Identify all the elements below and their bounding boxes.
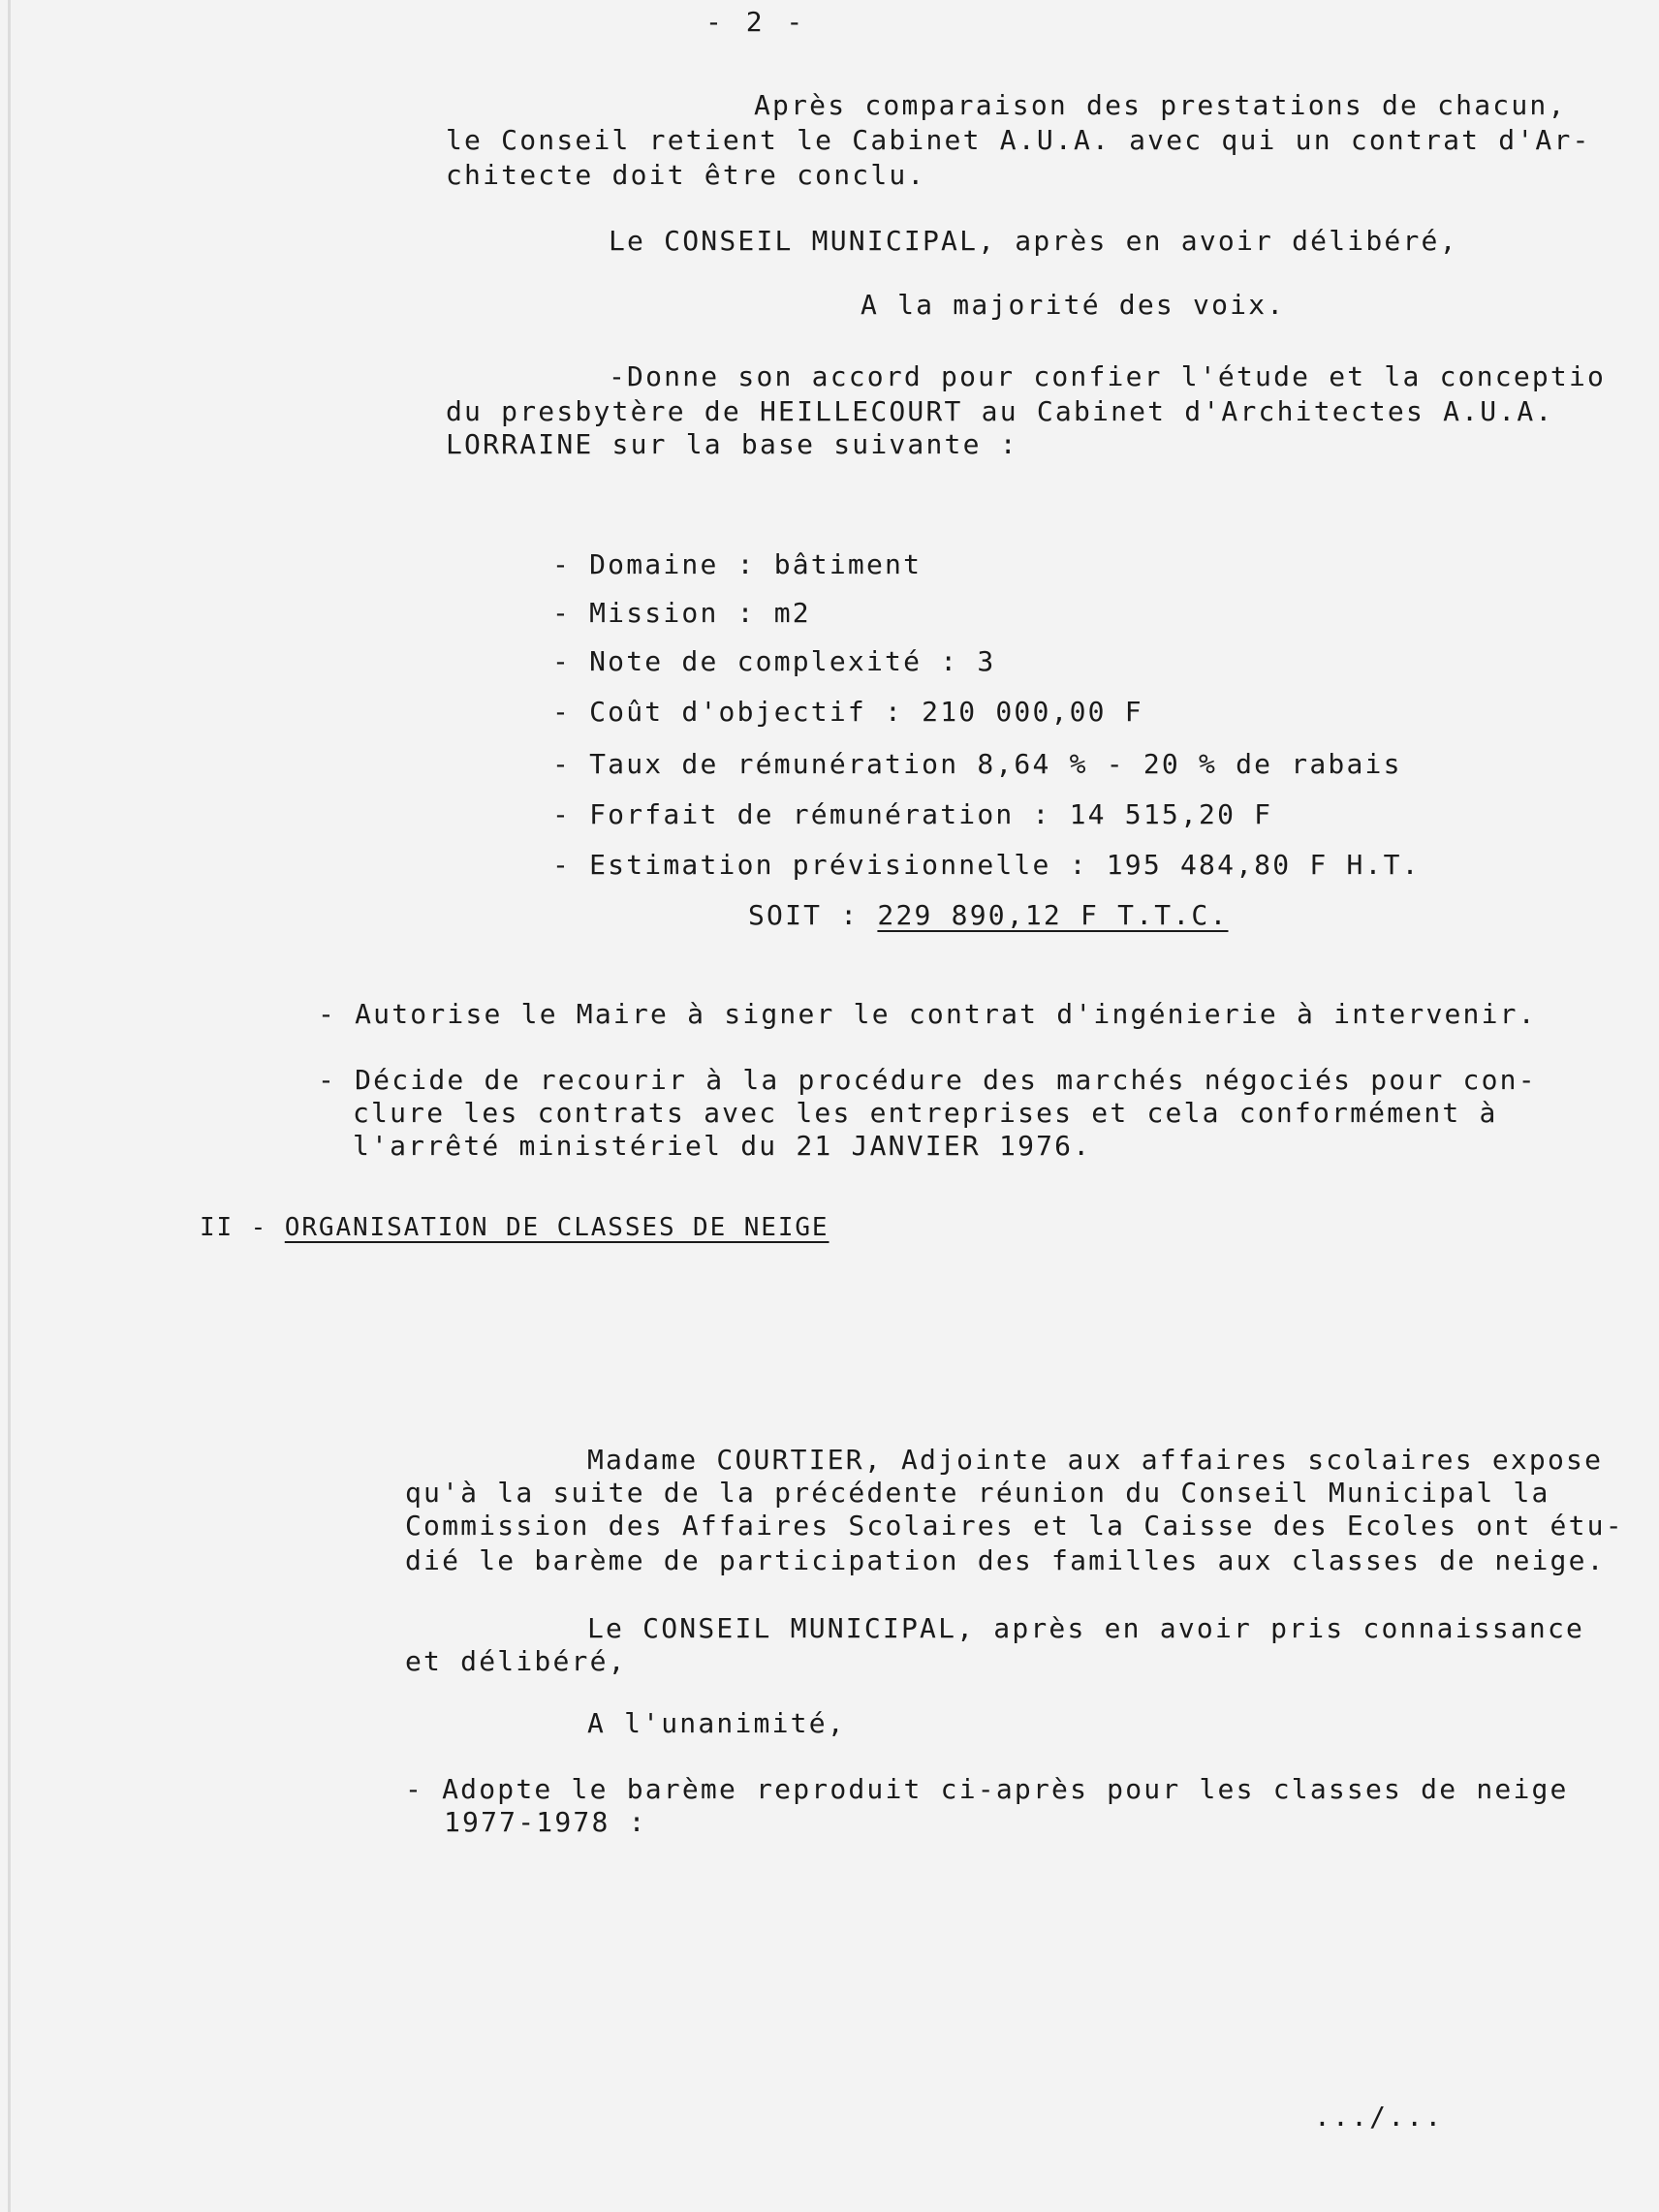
intro-line-2: le Conseil retient le Cabinet A.U.A. avec qui un contrat d'Ar- [446, 124, 1591, 156]
term-complexite: - Note de complexité : 3 [552, 645, 996, 677]
courtier-line-4: dié le barème de participation des familles aux classes de neige. [405, 1544, 1606, 1576]
intro-line-3: chitecte doit être conclu. [446, 159, 926, 191]
term-taux-remuneration: - Taux de rémunération 8,64 % - 20 % de rabais [552, 748, 1402, 780]
deliberation-1: Le CONSEIL MUNICIPAL, après en avoir délibéré, [609, 225, 1458, 257]
total-label: SOIT : [748, 899, 878, 931]
adopt-line-1: - Adopte le barème reproduit ci-après pour les classes de neige [405, 1773, 1569, 1805]
majority-vote: A la majorité des voix. [861, 289, 1286, 321]
decide-line-2: clure les contrats avec les entreprises et cela conformément à [353, 1097, 1498, 1129]
courtier-line-3: Commission des Affaires Scolaires et la Caisse des Ecoles ont étu- [405, 1510, 1624, 1542]
courtier-line-1: Madame COURTIER, Adjointe aux affaires scolaires expose [587, 1444, 1604, 1476]
total-value: 229 890,12 F T.T.C. [877, 899, 1229, 931]
total-line [748, 899, 1229, 932]
page-number: - 2 - [705, 6, 807, 38]
authorise-mayor: - Autorise le Maire à signer le contrat d'ingénierie à intervenir. [318, 998, 1537, 1030]
accord-line-1: -Donne son accord pour confier l'étude et la conceptio [609, 360, 1607, 392]
term-domaine: - Domaine : bâtiment [552, 548, 923, 580]
deliberation-2-line-2: et délibéré, [405, 1645, 627, 1677]
adopt-line-2: 1977-1978 : [444, 1806, 647, 1838]
section-2-number: II - [200, 1213, 285, 1242]
decide-line-1: - Décide de recourir à la procédure des marchés négociés pour con- [318, 1064, 1537, 1096]
continuation-marker: .../... [1314, 2101, 1444, 2133]
section-2-title: ORGANISATION DE CLASSES DE NEIGE [284, 1213, 830, 1242]
section-2-heading [200, 1211, 830, 1244]
courtier-line-2: qu'à la suite de la précédente réunion du Conseil Municipal la [405, 1477, 1550, 1509]
intro-line-1: Après comparaison des prestations de chacun, [754, 89, 1567, 121]
term-estimation: - Estimation prévisionnelle : 195 484,80 F H.T. [552, 849, 1421, 881]
decide-line-3: l'arrêté ministériel du 21 JANVIER 1976. [353, 1130, 1092, 1162]
deliberation-2-line-1: Le CONSEIL MUNICIPAL, après en avoir pris connaissance [587, 1612, 1585, 1644]
accord-line-3: LORRAINE sur la base suivante : [446, 428, 1018, 460]
page-edge [8, 0, 11, 2212]
unanimity-vote: A l'unanimité, [587, 1707, 846, 1739]
term-cout-objectif: - Coût d'objectif : 210 000,00 F [552, 696, 1143, 728]
term-mission: - Mission : m2 [552, 597, 811, 629]
term-forfait: - Forfait de rémunération : 14 515,20 F [552, 798, 1273, 830]
accord-line-2: du presbytère de HEILLECOURT au Cabinet d'Architectes A.U.A. [446, 395, 1554, 427]
